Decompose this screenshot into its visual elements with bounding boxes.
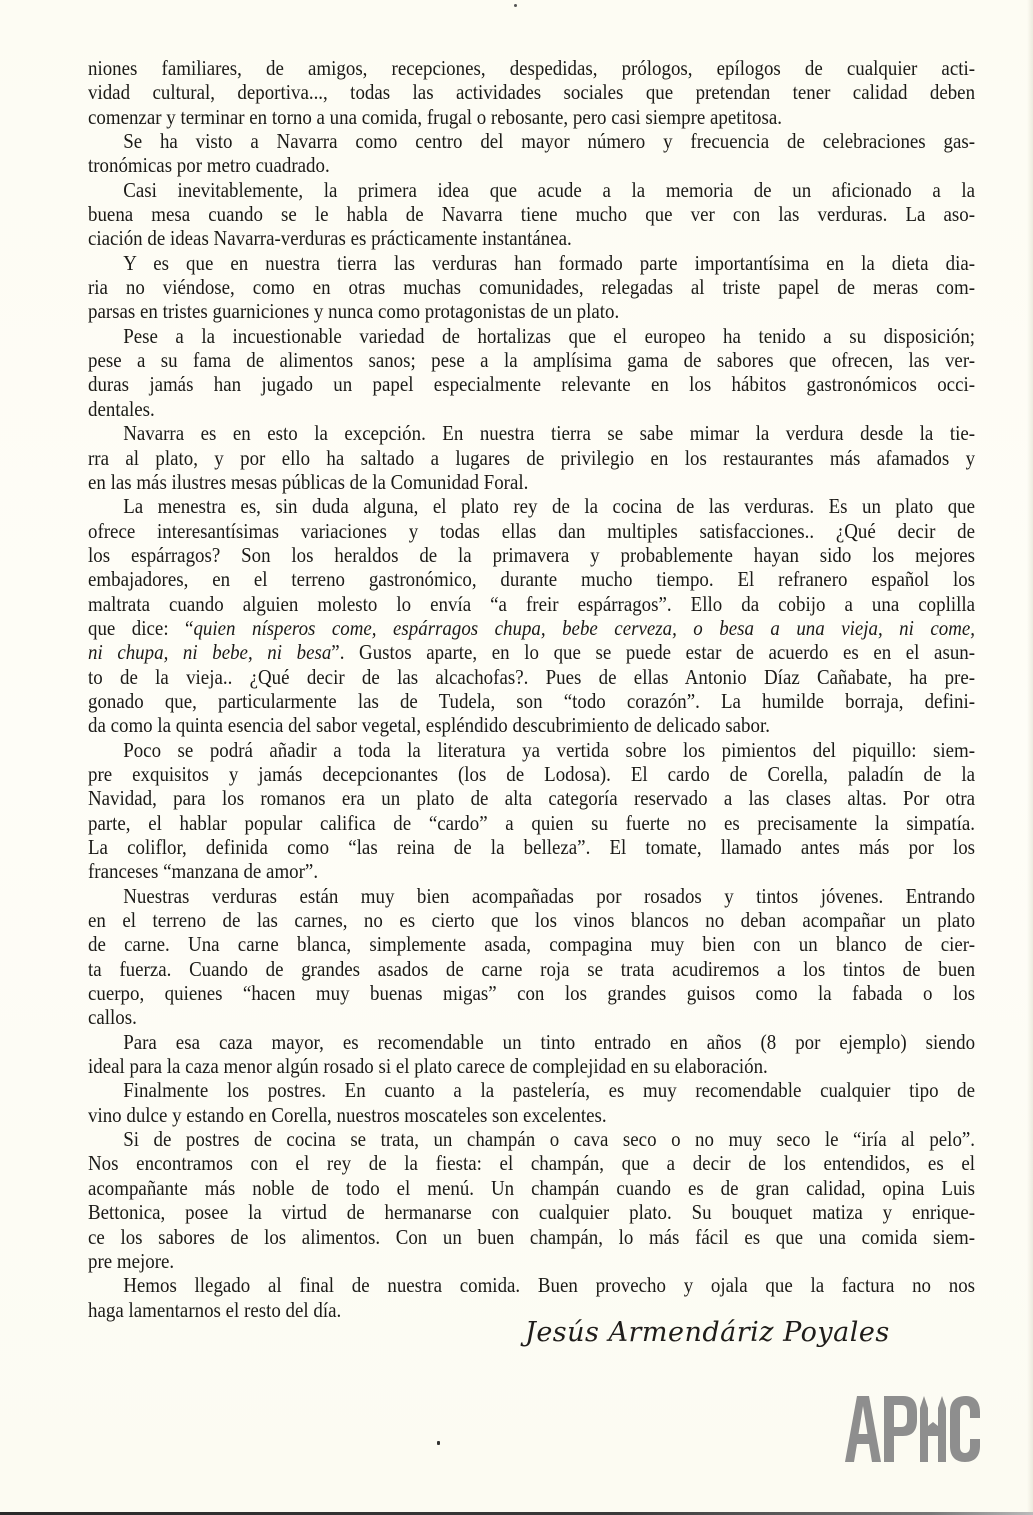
author-signature: Jesús Armendáriz Poyales [525,1317,890,1348]
text-line: ta fuerza. Cuando de grandes asados de carne roja se trata acudiremos a los tintos de buen [88,956,976,981]
quoted-verse: quien nísperos come, espárragos chupa, bebe cerveza, o besa a una vieja, ni come, [193,615,976,640]
text-line: ciación de ideas Navarra-verduras es prácticamente instantánea. [88,226,572,251]
text-line: ce los sabores de los alimentos. Con un buen champán, lo más fácil es que una comida siem- [88,1224,976,1249]
text-line: Para esa caza mayor, es recomendable un tinto entrado en años (8 por ejemplo) siendo [123,1029,976,1054]
text-line: callos. [88,1005,137,1030]
text-line: embajadores, en el terreno gastronómico, durante mucho tiempo. El refranero español los [88,567,976,592]
text-line: Bettonica, posee la virtud de hermanarse con cualquier plato. Su bouquet matiza y enrique- [88,1200,976,1225]
text-line: ideal para la caza menor algún rosado si el plato carece de complejidad en su elaboración. [88,1054,768,1079]
text-line: La menestra es, sin duda alguna, el plato rey de la cocina de las verduras. Es un plato que [123,494,976,519]
text-line: pre mejore. [88,1248,175,1273]
text-line: en las más ilustres mesas públicas de la Comunidad Foral. [88,469,529,494]
page-edge-shadow [1027,0,1033,1515]
text-line: La coliflor, definida como “las reina de la belleza”. El tomate, llamado antes más por los [88,835,976,859]
text-line: acompañante más noble de todo el menú. Un champán cuando es de gran calidad, opina Luis [88,1175,976,1200]
text-line: parsas en tristes guarniciones y nunca como protagonistas de un plato. [88,299,620,324]
text-line [88,616,975,640]
text-line: pre exquisitos y jamás decepcionantes (los de Lodosa). El cardo de Corella, paladín de la [88,761,976,786]
text-line: haga lamentarnos el resto del día. [88,1297,342,1322]
text-line: ria no viéndose, como en otras muchas comunidades, relegadas al triste papel de meras com- [88,275,976,300]
text-line: de carne. Una carne blanca, simplemente asada, compagina muy bien con un blanco de cier- [88,932,976,957]
text-line: Navarra es en esto la excepción. En nuestra tierra se sabe mimar la verdura desde la tie- [123,421,976,446]
text-line: Si de postres de cocina se trata, un champán o cava seco o no muy seco le “iría al pelo”. [123,1127,976,1152]
text-line: parte, el hablar popular califica de “cardo” a quien su fuerte no es precisamente la simpatía. [88,810,976,835]
text-line: da como la quinta esencia del sabor vegetal, espléndido descubrimiento de delicado sabor. [88,713,770,738]
text-line: Poco se podrá añadir a toda la literatura ya vertida sobre los pimientos del piquillo: siem- [123,737,976,762]
text-line: Hemos llegado al final de nuestra comida. Buen provecho y ojala que la factura no nos [123,1273,976,1298]
quoted-verse: ni chupa, ni bebe, ni besa [88,640,332,665]
aphc-logo-graphic [843,1392,983,1462]
scan-speck [437,1441,440,1445]
text-line: Nuestras verduras están muy bien acompañadas por rosados y tintos jóvenes. Entrando [123,883,976,908]
text-line: franceses “manzana de amor”. [88,859,319,884]
text-line: Nos encontramos con el rey de la fiesta: el champán, que a decir de los entendidos, es el [88,1151,976,1176]
text-line: buena mesa cuando se le habla de Navarra tiene mucho que ver con las verduras. La aso- [88,202,976,227]
text-line: los espárragos? Son los heraldos de la primavera y probablemente hayan sido los mejores [88,542,976,567]
text-line: vidad cultural, deportiva..., todas las actividades sociales que pretendan tener calidad deben [88,80,976,105]
text-line: niones familiares, de amigos, recepciones, despedidas, prólogos, epílogos de cualquier acti- [88,56,976,80]
text-fragment: que dice: “ [88,615,194,640]
text-line [88,640,975,664]
text-line: Pese a la incuestionable variedad de hortalizas que el europeo ha tenido a su disposición; [123,323,976,348]
text-line: Casi inevitablemente, la primera idea que acude a la memoria de un aficionado a la [123,177,976,202]
text-line: tronómicas por metro cuadrado. [88,153,330,178]
text-line: dentales. [88,396,155,421]
text-fragment: ”. Gustos aparte, en lo que se puede estar de acuerdo es en el asun- [331,640,976,665]
text-line: maltrata cuando alguien molesto lo envía “a freir espárragos”. Ello da cobijo a una coplilla [88,591,976,616]
text-line: vino dulce y estando en Corella, nuestros moscateles son excelentes. [88,1102,607,1127]
text-line: gonado que, particularmente las de Tudela, son “todo corazón”. La humilde borraja, defini- [88,688,976,713]
text-line: ofrece interesantísimas variaciones y todas ellas dan multiples satisfacciones.. ¿Qué decir de [88,518,976,543]
text-line: en el terreno de las carnes, no es cierto que los vinos blancos no deban acompañar un plato [88,908,976,933]
text-line: Y es que en nuestra tierra las verduras han formado parte importantísima en la dieta dia- [123,250,976,275]
text-line: Finalmente los postres. En cuanto a la pastelería, es muy recomendable cualquier tipo de [123,1078,976,1103]
text-line: pese a su fama de alimentos sanos; pese a la amplísima gama de sabores que ofrecen, las ver- [88,348,976,373]
text-line: cuerpo, quienes “hacen muy buenas migas” con los grandes guisos como la fabada o los [88,981,976,1006]
text-line: to de la vieja.. ¿Qué decir de las alcachofas?. Pues de ellas Antonio Díaz Cañabate, ha pre- [88,664,976,689]
text-line: Se ha visto a Navarra como centro del mayor número y frecuencia de celebraciones gas- [123,129,976,154]
text-line: Navidad, para los romanos era un plato de alta categoría reservado a las clases altas. Por otra [88,786,976,811]
text-line: duras jamás han jugado un papel especialmente relevante en los hábitos gastronómicos occi- [88,372,976,397]
aphc-logo [843,1392,983,1462]
article-body [88,56,975,1322]
text-line: rra al plato, y por ello ha saltado a lugares de privilegio en los restaurantes más afamados y [88,445,976,470]
scan-speck [514,4,517,7]
text-line: comenzar y terminar en torno a una comida, frugal o rebosante, pero casi siempre apetitosa. [88,104,782,129]
